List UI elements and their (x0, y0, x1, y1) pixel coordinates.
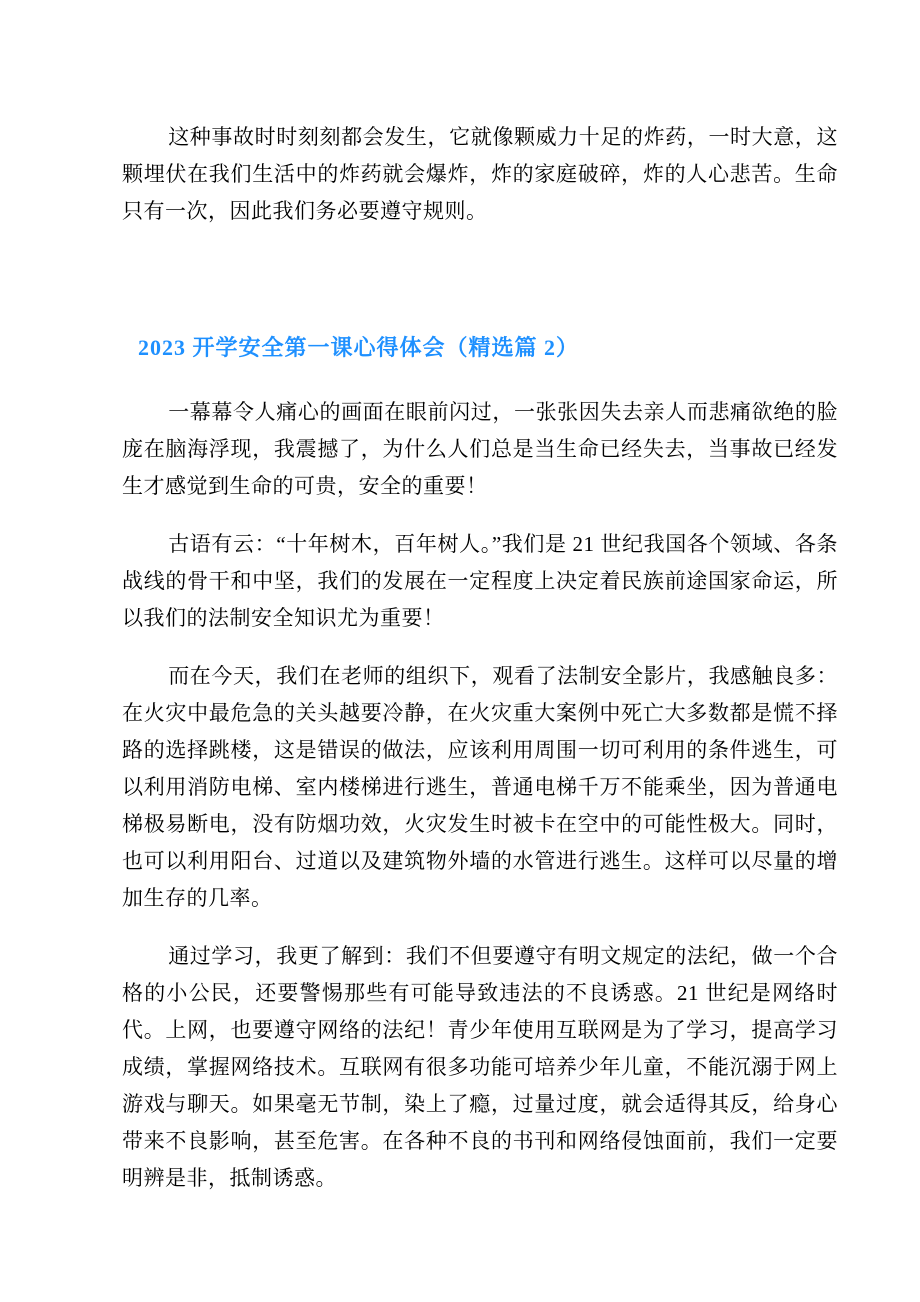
section-paragraph-3: 而在今天，我们在老师的组织下，观看了法制安全影片，我感触良多：在火灾中最危急的关头越要冷静，在火灾重大案例中死亡大多数都是慌不择路的选择跳楼，这是错误的做法，应该利用周围一切可利用的条件逃生，可以利用消防电梯、室内楼梯进行逃生，普通电梯千万不能乘坐，因为普通电梯极易断电，没有防烟功效，火灾发生时被卡在空中的可能性极大。同时，也可以利用阳台、过道以及建筑物外墙的水管进行逃生。这样可以尽量的增加生存的几率。 (122, 664, 838, 910)
intro-paragraph: 这种事故时时刻刻都会发生，它就像颗威力十足的炸药，一时大意，这颗埋伏在我们生活中的炸药就会爆炸，炸的家庭破碎，炸的人心悲苦。生命只有一次，因此我们务必要遵守规则。 (122, 125, 838, 223)
section-paragraph-2: 古语有云：“十年树木，百年树人。”我们是 21 世纪我国各个领域、各条战线的骨干和中坚，我们的发展在一定程度上决定着民族前途国家命运，所以我们的法制安全知识尤为重要！ (122, 532, 838, 630)
document-content (122, 0, 838, 1218)
section-paragraph-1: 一幕幕令人痛心的画面在眼前闪过，一张张因失去亲人而悲痛欲绝的脸庞在脑海浮现，我震撼了，为什么人们总是当生命已经失去，当事故已经发生才感觉到生命的可贵，安全的重要！ (122, 400, 838, 498)
section-heading: 2023 开学安全第一课心得体会（精选篇 2） (138, 335, 580, 360)
section-paragraph-4: 通过学习，我更了解到：我们不但要遵守有明文规定的法纪，做一个合格的小公民，还要警惕那些有可能导致违法的不良诱惑。21 世纪是网络时代。上网，也要遵守网络的法纪！青少年使用互联网是为了学习，提高学习成绩，掌握网络技术。互联网有很多功能可培养少年儿童，不能沉溺于网上游戏与聊天。如果毫无节制，染上了瘾，过量过度，就会适得其反，给身心带来不良影响，甚至危害。在各种不良的书刊和网络侵蚀面前，我们一定要明辨是非，抵制诱惑。 (122, 944, 838, 1190)
